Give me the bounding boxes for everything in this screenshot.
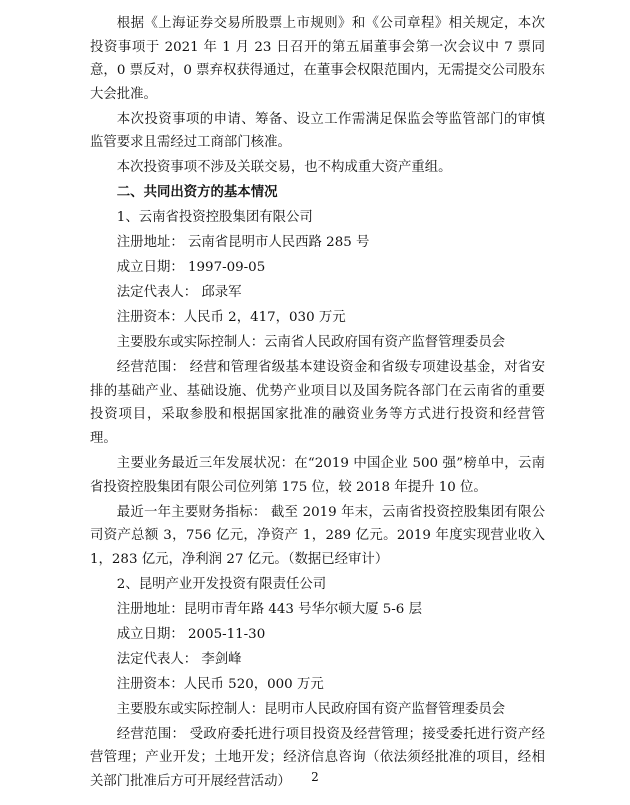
party1-name: 1、云南省投资控股集团有限公司 (116, 210, 313, 226)
party2-controller: 主要股东或实际控制人：昆明市人民政府国有资产监督管理委员会 (116, 701, 506, 717)
party2-capital: 注册资本：人民币 520，000 万元 (116, 676, 324, 692)
party1-development: 主要业务最近三年发展状况：在“2019 中国企业 500 强”榜单中，云南省投资控股集团有限公司位列第 175 位，较 2018 年提升 10 位。 (90, 455, 545, 495)
party2-address: 注册地址：昆明市青年路 443 号华尔顿大厦 5-6 层 (116, 601, 422, 617)
page-number: 2 (311, 770, 319, 784)
party1-capital: 注册资本：人民币 2，417，030 万元 (116, 310, 346, 326)
intro-paragraph-2: 本次投资事项的申请、筹备、设立工作需满足保监会等监管部门的审慎监管要求且需经过工商部门核准。 (90, 111, 545, 151)
party2-scope: 经营范围： 受政府委托进行项目投资及经营管理；接受委托进行资产经营管理；产业开发；土地开发；经济信息咨询（依法须经批准的项目，经相关部门批准后方可开展经营活动） (90, 726, 545, 789)
section-heading: 二、共同出资方的基本情况 (116, 184, 278, 201)
intro-paragraph-1: 根据《上海证券交易所股票上市规则》和《公司章程》相关规定，本次投资事项于 2021 年 1 月 23 日召开的第五届董事会第一次会议中 7 票同意，0 票反对，0 票弃权获得通过，在董事会权限范围内，无需提交公司股东大会批准。 (90, 16, 545, 102)
party2-name: 2、昆明产业开发投资有限责任公司 (116, 576, 327, 592)
party1-address: 注册地址： 云南省昆明市人民西路 285 号 (116, 235, 370, 251)
party1-financials: 最近一年主要财务指标： 截至 2019 年末，云南省投资控股集团有限公司资产总额 3，756 亿元，净资产 1，289 亿元。2019 年度实现营业收入 1，283 亿元，净利润 27 亿元。（数据已经审计） (90, 504, 545, 567)
party1-founded: 成立日期： 1997-09-05 (116, 260, 266, 276)
intro-paragraph-3: 本次投资事项不涉及关联交易，也不构成重大资产重组。 (116, 160, 452, 176)
document-body (90, 12, 545, 793)
party2-founded: 成立日期： 2005-11-30 (116, 626, 266, 642)
party1-controller: 主要股东或实际控制人：云南省人民政府国有资产监督管理委员会 (116, 335, 506, 351)
party1-scope: 经营范围： 经营和管理省级基本建设资金和省级专项建设基金，对省安排的基础产业、基础设施、优势产业项目以及国务院各部门在云南省的重要投资项目，采取参股和根据国家批准的融资业务等方式进行投资和经营管理。 (90, 360, 545, 446)
party2-legal-rep: 法定代表人： 李剑峰 (116, 651, 242, 667)
party1-legal-rep: 法定代表人： 邱录军 (116, 285, 242, 301)
